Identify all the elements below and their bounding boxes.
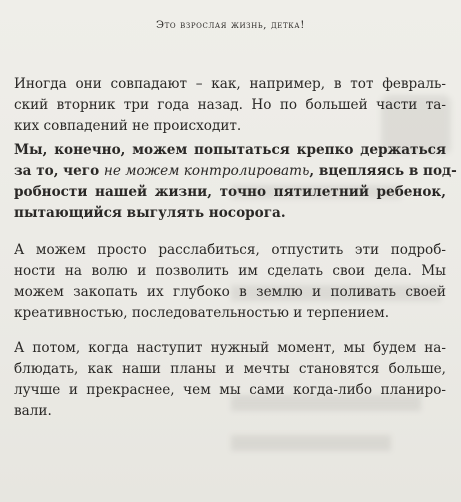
italic-emphasis: не можем контролировать [103, 163, 310, 179]
paragraph-1 [14, 74, 446, 137]
text-line: лучше и прекраснее, чем мы сами когда-либо планиро- [14, 382, 446, 398]
text-line: пытающийся выгулять носорога. [14, 205, 286, 221]
text-line: ский вторник три года назад. Но по большей части та- [14, 97, 446, 113]
text-line: Иногда они совпадают – как, например, в тот февраль- [14, 76, 446, 92]
text-line [14, 161, 457, 182]
paragraph-3 [14, 240, 446, 324]
paragraph-2-bold [14, 140, 457, 224]
text-line: блюдать, как наши планы и мечты становятся больше, [14, 361, 446, 377]
text-line: робности нашей жизни, точно пятилетний ребенок, [14, 184, 446, 200]
running-header: Это взрослая жизнь, детка! [155, 19, 306, 31]
text-line: можем закопать их глубоко в землю и поливать своей [14, 284, 446, 300]
text-line: ких совпадений не происходит. [14, 118, 242, 134]
text-run: , вцепляясь в под- [309, 163, 457, 179]
text-line: Мы, конечно, можем попытаться крепко держаться [14, 142, 446, 158]
text-line: А потом, когда наступит нужный момент, мы будем на- [14, 340, 446, 356]
bleed-mark [231, 435, 391, 451]
text-run: за то, чего [14, 163, 104, 179]
text-line: креативностью, последовательностью и терпением. [14, 305, 390, 321]
text-line: ности на волю и позволить им сделать свои дела. Мы [14, 263, 446, 279]
text-line: вали. [14, 403, 52, 419]
paragraph-4 [14, 338, 446, 422]
text-line: А можем просто расслабиться, отпустить эти подроб- [14, 242, 446, 258]
